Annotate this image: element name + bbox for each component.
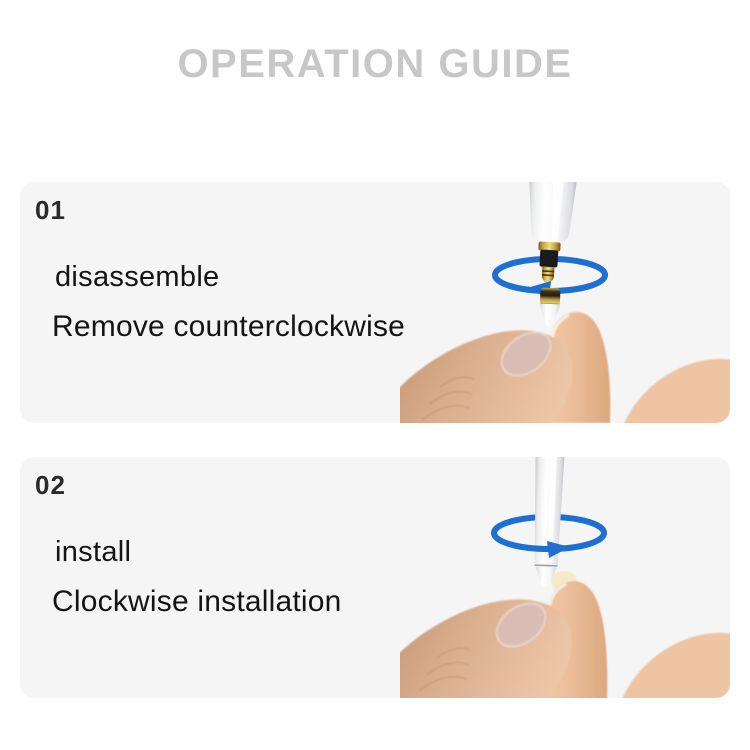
pinching-hand xyxy=(400,296,730,423)
pinching-hand xyxy=(400,564,730,698)
page-title: OPERATION GUIDE xyxy=(177,42,573,86)
install-illustration xyxy=(400,457,730,698)
step-number: 02 xyxy=(35,470,66,500)
stylus-pen-body xyxy=(531,457,565,588)
tip-seam xyxy=(535,565,558,566)
step-description: Clockwise installation xyxy=(52,585,342,618)
disassemble-illustration xyxy=(400,182,730,423)
step-description: Remove counterclockwise xyxy=(52,310,406,343)
stylus-pen-body xyxy=(524,182,577,284)
black-connector xyxy=(539,250,558,268)
step-card-install xyxy=(20,457,730,698)
step-name: disassemble xyxy=(55,261,220,293)
step-card-disassemble xyxy=(20,182,730,423)
step-number: 01 xyxy=(35,195,66,225)
tip-metal-band xyxy=(540,288,561,306)
step-name: install xyxy=(55,536,132,568)
